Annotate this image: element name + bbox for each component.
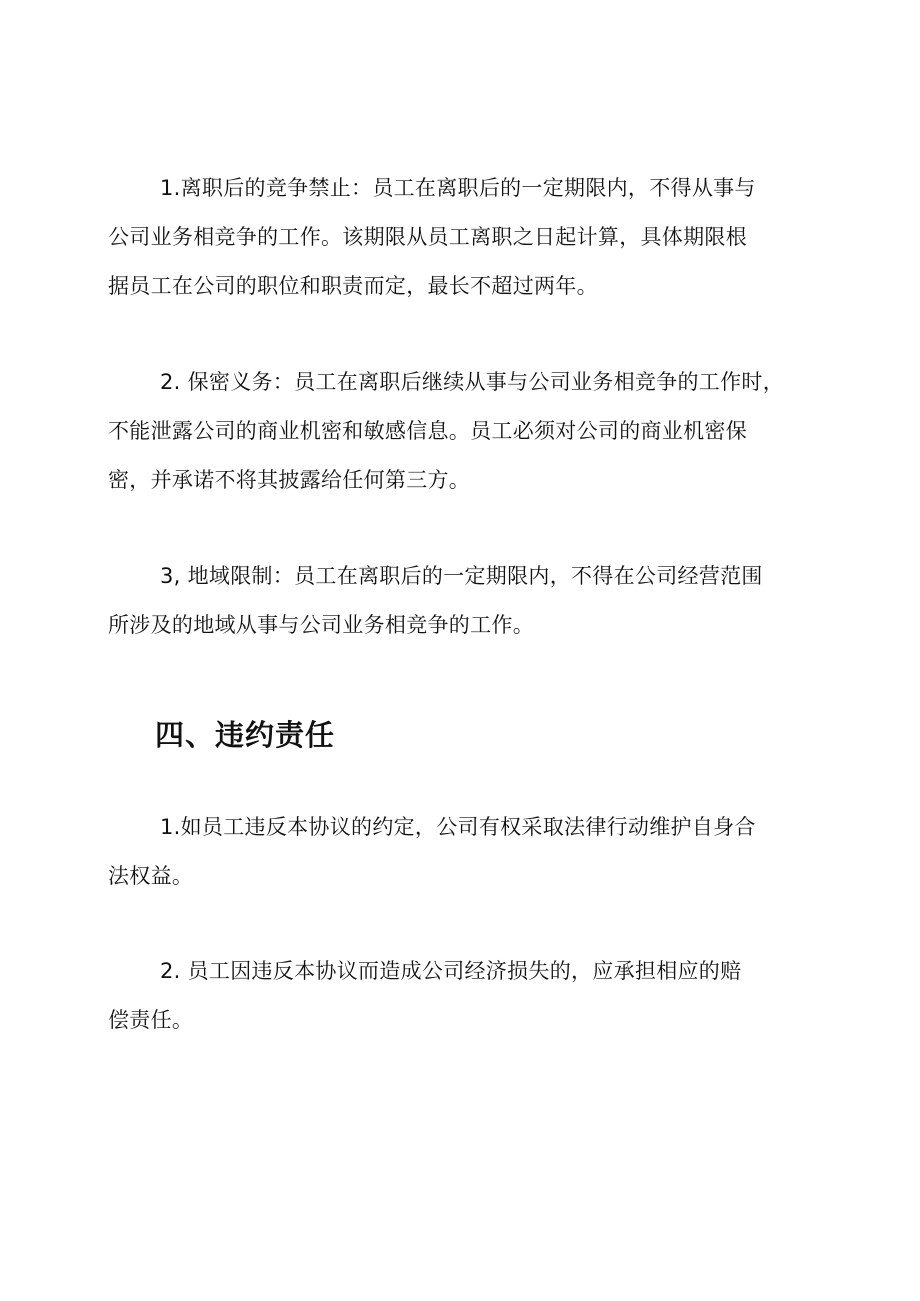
liability-clause-2-line-1: 2. 员工因违反本协议而造成公司经济损失的，应承担相应的赔 <box>160 959 742 983</box>
clause-geographic-line-1: 3, 地域限制：员工在离职后的一定期限内，不得在公司经营范围 <box>160 564 763 588</box>
section-heading-liability: 四、违约责任 <box>155 718 336 752</box>
clause-confidentiality-line-3: 密，并承诺不将其披露给任何第三方。 <box>108 468 471 492</box>
clause-non-compete <box>108 164 808 311</box>
liability-clause-1-line-1: 1.如员工违反本协议的约定，公司有权采取法律行动维护自身合 <box>160 815 756 839</box>
clause-confidentiality-line-1: 2. 保密义务：员工在离职后继续从事与公司业务相竞争的工作时， <box>160 370 785 394</box>
clause-geographic-line-2: 所涉及的地域从事与公司业务相竞争的工作。 <box>108 613 534 637</box>
clause-non-compete-line-3: 据员工在公司的职位和职责而定，最长不超过两年。 <box>108 274 598 298</box>
clause-confidentiality <box>108 358 808 505</box>
clause-geographic-restriction <box>108 552 808 650</box>
liability-clause-2-line-2: 偿责任。 <box>108 1008 194 1032</box>
liability-clause-1-line-2: 法权益。 <box>108 864 194 888</box>
clause-non-compete-line-1: 1.离职后的竞争禁止：员工在离职后的一定期限内，不得从事与 <box>160 176 756 200</box>
liability-clause-compensation <box>108 947 808 1045</box>
liability-clause-legal-action <box>108 803 808 901</box>
clause-non-compete-line-2: 公司业务相竞争的工作。该期限从员工离职之日起计算，具体期限根 <box>108 225 747 249</box>
clause-confidentiality-line-2: 不能泄露公司的商业机密和敏感信息。员工必须对公司的商业机密保 <box>108 419 747 443</box>
